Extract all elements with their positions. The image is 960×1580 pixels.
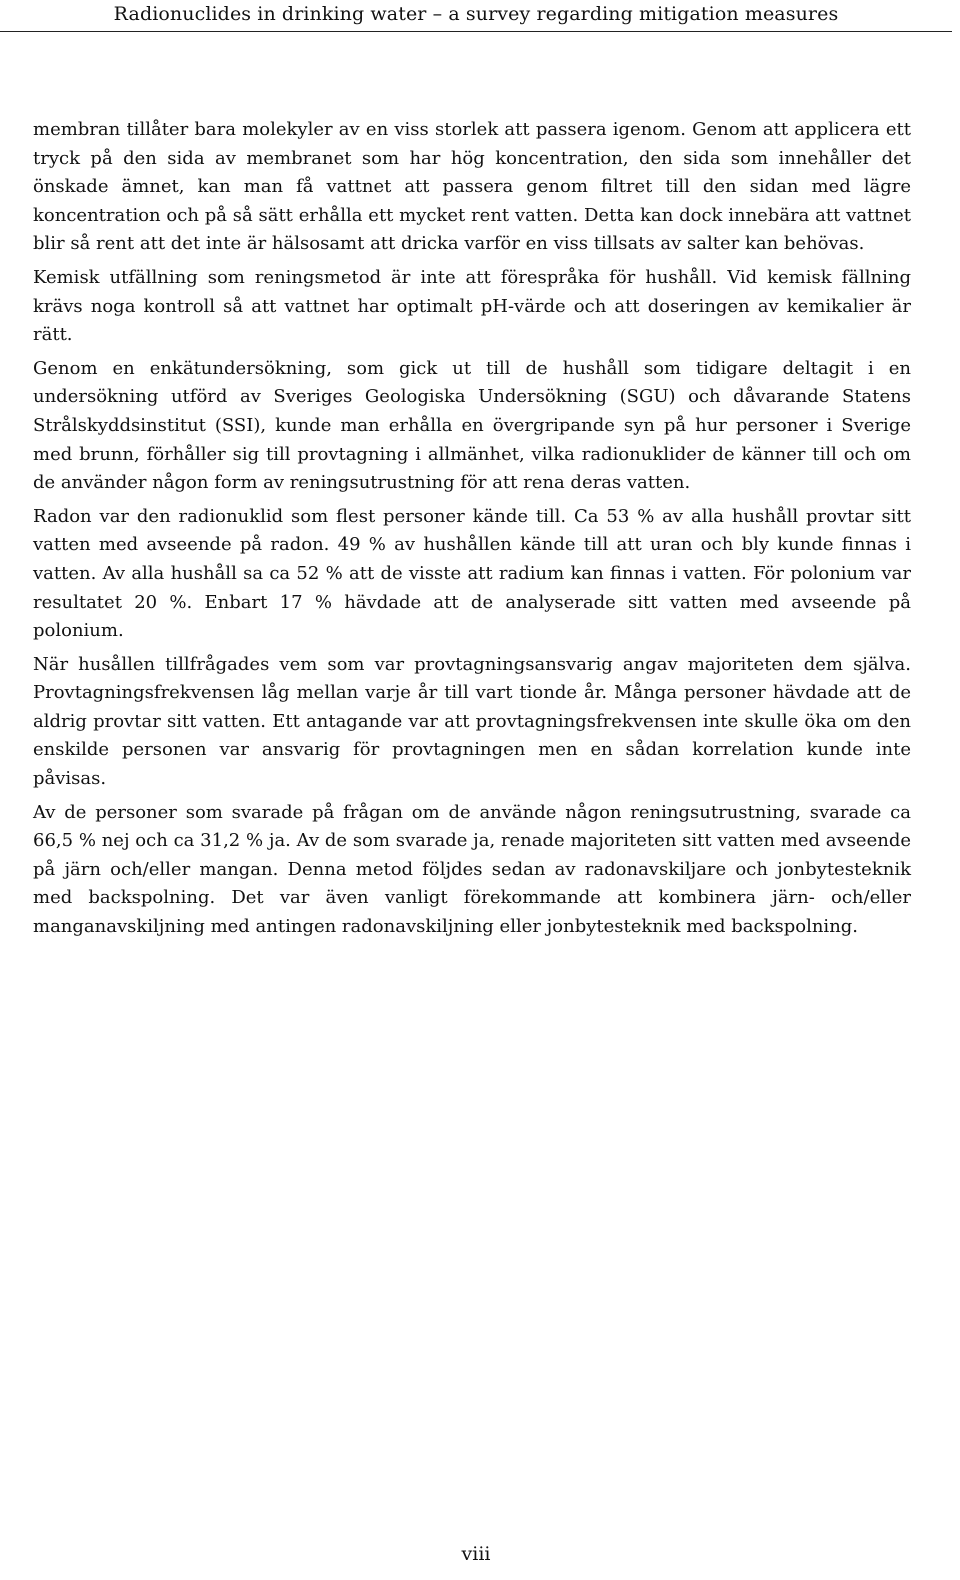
page-number: viii [461, 1543, 491, 1565]
paragraph: Av de personer som svarade på frågan om de använde någon reningsutrustning, svarade ca 66,5 % nej och ca 31,2 % ja. Av de som svarade ja, renade majoriteten sitt vatten med avseende på järn och/eller mangan. Denna metod följdes sedan av radonavskiljare och jonbytesteknik med backspolning. Det var även vanligt förekommande att kombinera järn- och/eller manganavskiljning med antingen radonavskiljning eller jonbytesteknik med backspolning. [33, 801, 911, 938]
paragraph: Kemisk utfällning som reningsmetod är inte att förespråka för hushåll. Vid kemisk fällning krävs noga kontroll så att vattnet har optimalt pH-värde och att doseringen av kemikalier är rätt. [33, 266, 911, 346]
running-title: Radionuclides in drinking water – a survey regarding mitigation measures [113, 3, 839, 25]
paragraph: Genom en enkätundersökning, som gick ut till de hushåll som tidigare deltagit i en undersökning utförd av Sveriges Geologiska Undersökning (SGU) och dåvarande Statens Strålskyddsinstitut (SSI), kunde man erhålla en övergripande syn på hur personer i Sverige med brunn, förhåller sig till provtagning i allmänhet, vilka radionuklider de känner till och om de använder någon form av reningsutrustning för att rena deras vatten. [33, 357, 911, 494]
running-header [0, 0, 952, 32]
paragraph: När husållen tillfrågades vem som var provtagningsansvarig angav majoriteten dem själva. Provtagningsfrekvensen låg mellan varje år till vart tionde år. Många personer hävdade att de aldrig provtar sitt vatten. Ett antagande var att provtagningsfrekvensen inte skulle öka om den enskilde personen var ansvarig för provtagningen men en sådan korrelation kunde inte påvisas. [33, 653, 911, 790]
paragraph: membran tillåter bara molekyler av en viss storlek att passera igenom. Genom att applicera ett tryck på den sida av membranet som har hög koncentration, den sida som innehåller det önskade ämnet, kan man få vattnet att passera genom filtret till den sidan med lägre koncentration och på så sätt erhålla ett mycket rent vatten. Detta kan dock innebära att vattnet blir så rent att det inte är hälsosamt att dricka varför en viss tillsats av salter kan behövas. [33, 119, 911, 255]
paragraph: Radon var den radionuklid som flest personer kände till. Ca 53 % av alla hushåll provtar sitt vatten med avseende på radon. 49 % av hushållen kände till att uran och bly kunde finnas i vatten. Av alla hushåll sa ca 52 % att de visste att radium kan finnas i vatten. För polonium var resultatet 20 %. Enbart 17 % hävdade att de analyserade sitt vatten med avseende på polonium. [33, 505, 911, 642]
body-text [33, 116, 911, 947]
